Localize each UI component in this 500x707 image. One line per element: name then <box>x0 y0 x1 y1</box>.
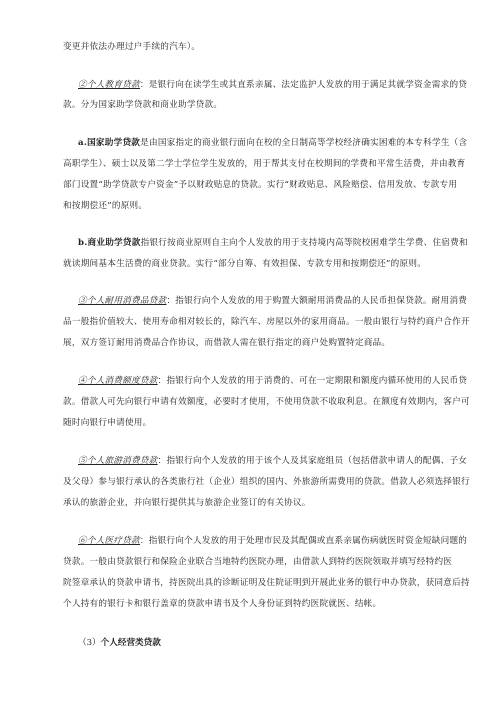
term-travel-loan: ⑤个人旅游消费贷款 <box>78 456 158 466</box>
text-line: 高职学生）、硕士以及第二学士学位学生发放的，用于帮其支付在校期间的学费和平常生活费，并由教育 <box>63 159 466 169</box>
paragraph-commercial-student-loan <box>78 238 468 249</box>
text-span: 指银行按商业原则自主向个人发放的用于支持境内高等院校困难学生学费、住宿费和 <box>140 238 468 248</box>
text-line: 款。分为国家助学贷款和商业助学贷款。 <box>63 100 223 110</box>
section-number: （3） <box>78 638 101 648</box>
text-span: ：是银行向在读学生或其直系亲属、法定监护人发放的用于满足其就学资金需求的贷 <box>139 80 468 90</box>
text-line: 品一般指价值较大、使用寿命相对较长的，除汽车、房屋以外的家用商品。一般由银行与特约商户合作开 <box>63 317 470 327</box>
text-line: 变更并依法办理过户手续的汽车）。 <box>63 42 201 52</box>
text-line: 部门设置“助学贷款专户资金”予以财政贴息的贷款。实行“财政贴息、风险赔偿、信用发放、专款专用 <box>63 180 458 190</box>
text-span: ：指银行向个人发放的用于消费的、可在一定期限和额度内循环使用的人民币贷 <box>157 376 468 386</box>
item-prefix: b. <box>78 238 88 248</box>
paragraph-education-loan <box>78 80 467 91</box>
paragraph-consumer-credit-loan <box>78 376 467 387</box>
term-national-student-loan: 国家助学贷款 <box>87 138 141 148</box>
text-line: 就读期间基本生活费的商业贷款。实行“部分自筹、有效担保、专款专用和按期偿还”的原则。 <box>63 259 427 269</box>
text-line: 展，双方签订耐用消费品合作协议，而借款人需在银行指定的商户处购置特定商品。 <box>63 338 391 348</box>
text-span: 是由国家指定的商业银行面向在校的全日制高等学校经济确实困难的本专科学生（含 <box>140 138 468 148</box>
text-line: 款。借款人可先向银行申请有效额度，必要时才使用，不使用贷款不收取利息。在额度有效期内，客户可 <box>63 397 470 407</box>
section-heading <box>78 638 161 649</box>
text-line: 和按期偿还”的原则。 <box>63 201 148 211</box>
text-line: 院签章承认的贷款申请书，持医院出具的诊断证明及住院证明到开展此业务的银行申办贷款，获同意后持 <box>63 578 470 588</box>
item-prefix: a. <box>78 138 88 148</box>
text-line: 个人持有的银行卡和银行盖章的贷款申请书及个人身份证到特约医院就医、结帐。 <box>63 599 382 609</box>
term-education-loan: ②个人教育贷款 <box>78 80 140 90</box>
section-title: 个人经营类贷款 <box>100 638 161 648</box>
text-span: ：指银行向个人发放的用于购置大额耐用消费品的人民币担保贷款。耐用消费 <box>166 296 468 306</box>
paragraph-national-student-loan <box>78 138 467 149</box>
text-line: 承认的旅游企业，并向银行提供其与旅游企业签订的有关协议。 <box>63 498 311 508</box>
term-durable-goods-loan: ③个人耐用消费品贷款 <box>78 296 167 306</box>
text-span: ：指银行向个人发放的用于该个人及其家庭组员（包括借款申请人的配偶、子女 <box>157 456 468 466</box>
paragraph-medical-loan <box>78 536 467 547</box>
paragraph-travel-loan <box>78 456 467 467</box>
term-medical-loan: ⑥个人医疗贷款 <box>78 536 140 546</box>
text-line: 贷款。一般由贷款银行和保险企业联合当地特约医院办理，由借款人到特约医院领取并填写经特约医 <box>63 557 453 567</box>
paragraph-durable-goods-loan <box>78 296 467 307</box>
term-commercial-student-loan: 商业助学贷款 <box>87 238 141 248</box>
text-line: 及父母）参与银行承认的各类旅行社（企业）组织的国内、外旅游所需费用的贷款。借款人必须选择银行 <box>63 477 470 487</box>
text-line: 随时向银行申请使用。 <box>63 418 152 428</box>
text-span: ：指银行向个人发放的用于处理市民及其配偶或直系亲属伤病就医时资金短缺问题的 <box>139 536 468 546</box>
term-consumer-credit-loan: ④个人消费额度贷款 <box>78 376 158 386</box>
